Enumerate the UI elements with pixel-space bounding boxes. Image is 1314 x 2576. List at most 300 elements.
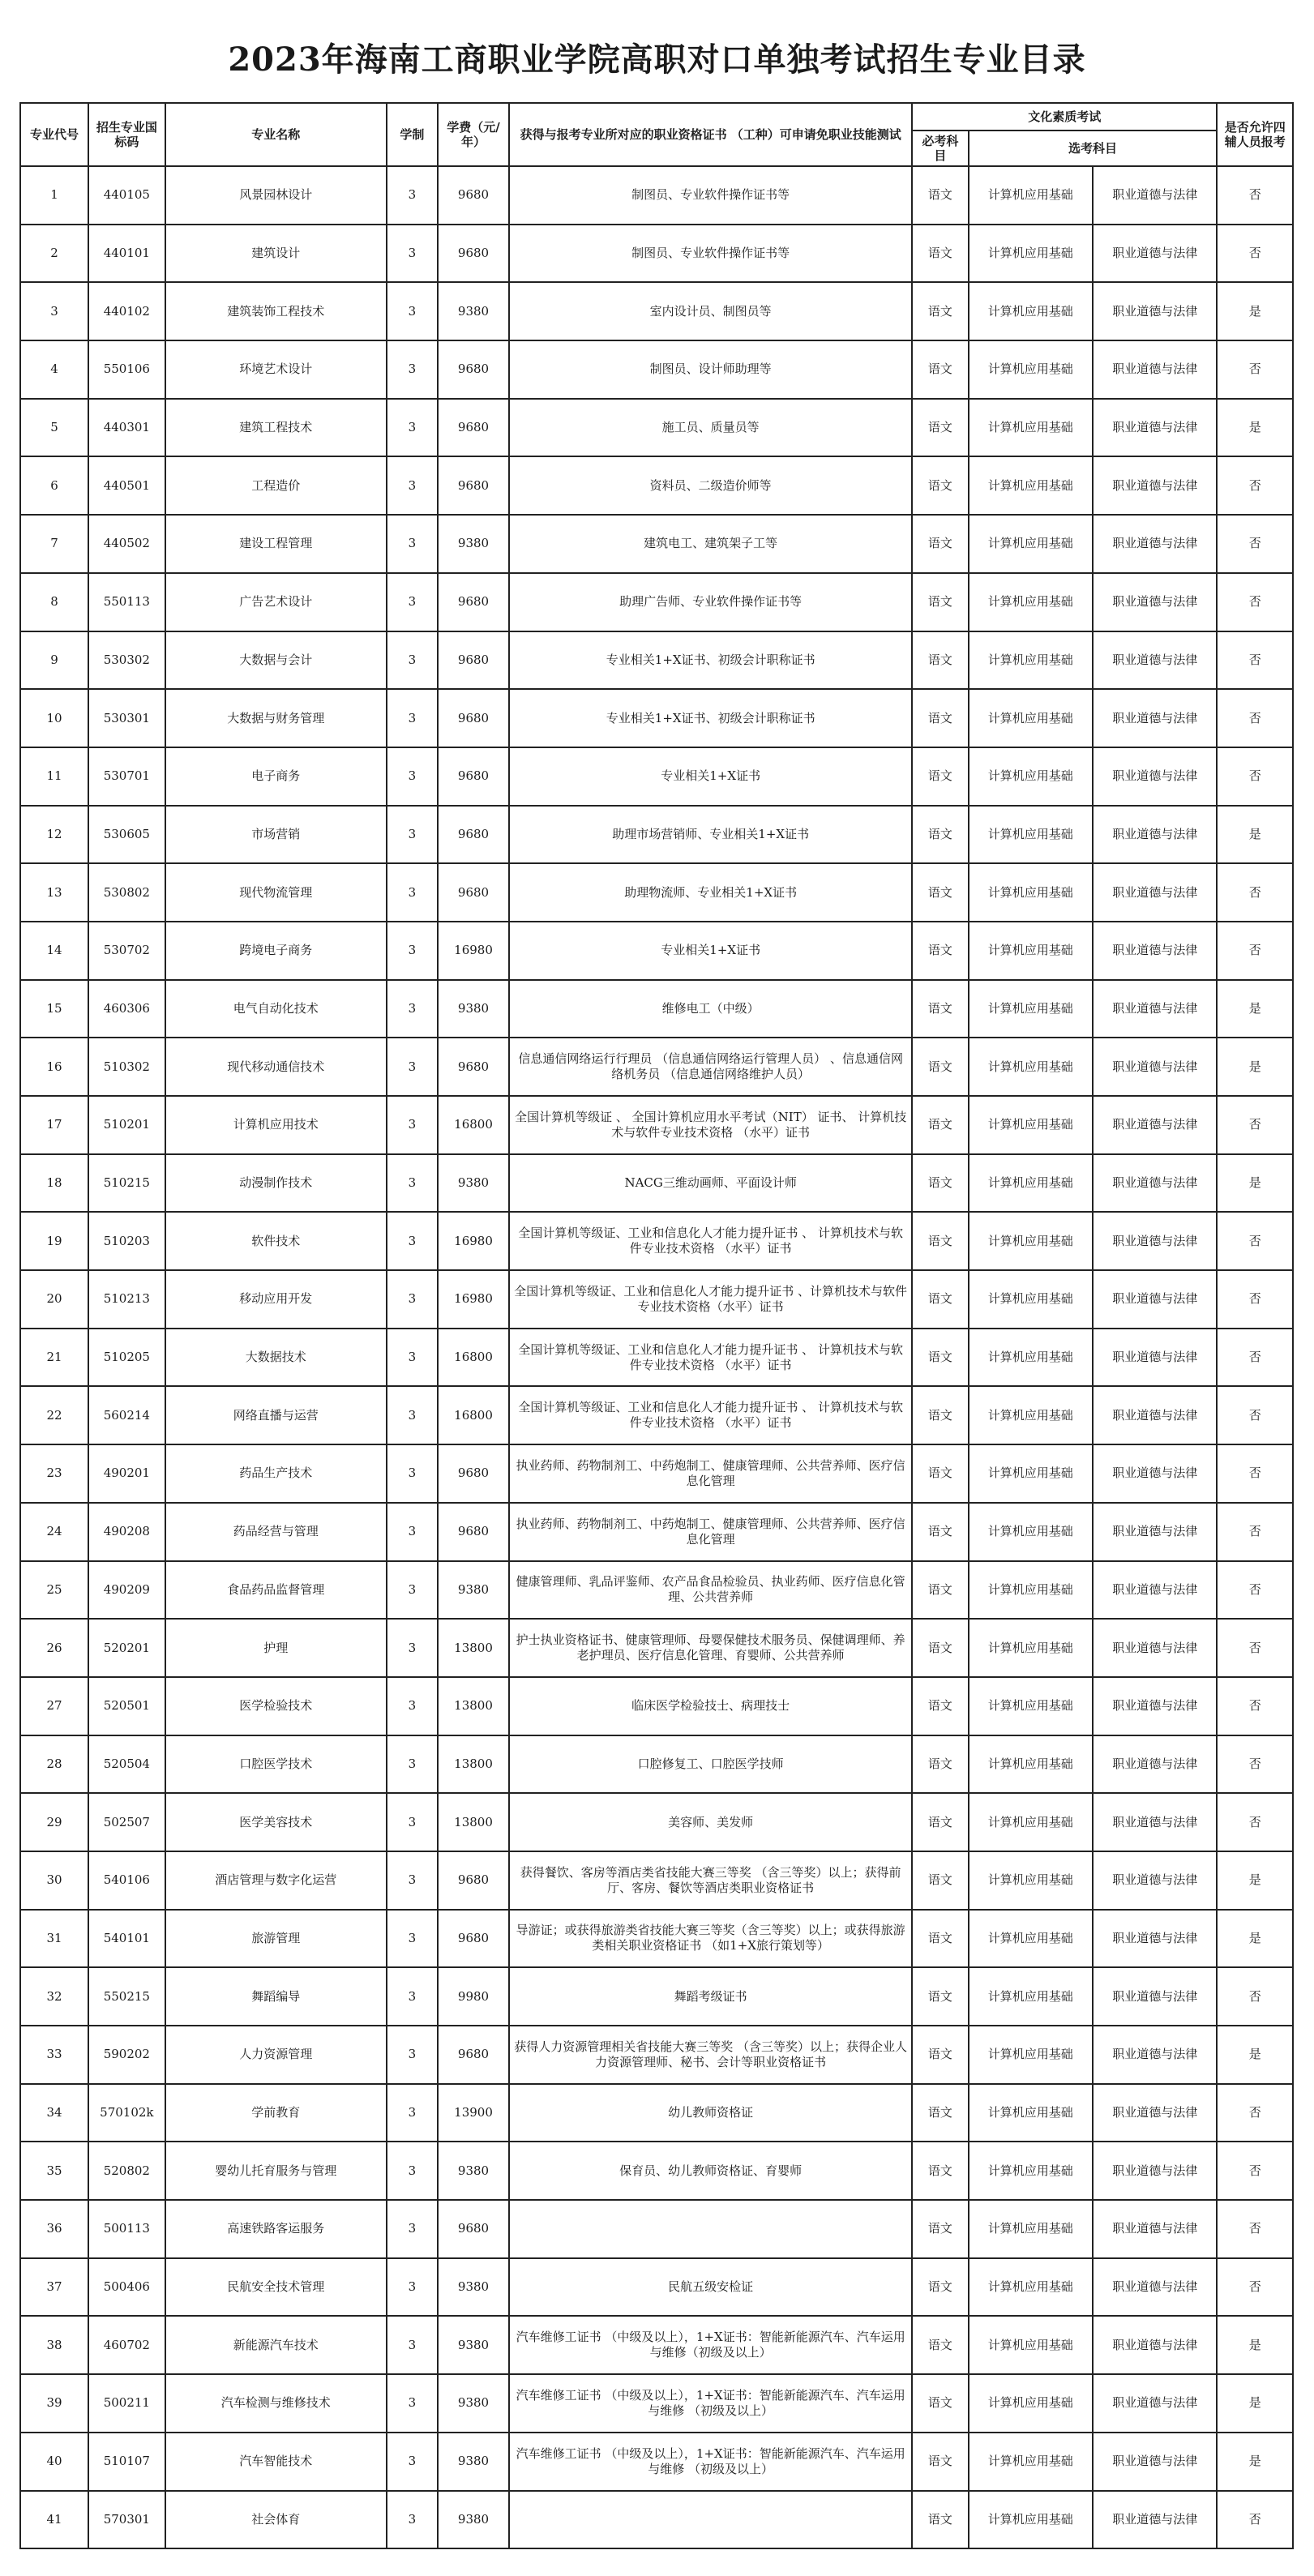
cell-row-number: 29	[20, 1793, 88, 1851]
cell-elective-1: 计算机应用基础	[969, 1154, 1093, 1213]
cell-elective-1: 计算机应用基础	[969, 2316, 1093, 2374]
table-row	[20, 456, 1293, 515]
cell-elective-2: 职业道德与法律	[1093, 1561, 1217, 1620]
cell-major-name: 电子商务	[165, 747, 387, 806]
cell-allow: 否	[1217, 631, 1293, 690]
page-title: 2023年海南工商职业学院高职对口单独考试招生专业目录	[228, 41, 1086, 79]
table-row	[20, 2316, 1293, 2374]
cell-cert: 舞蹈考级证书	[509, 1967, 912, 2026]
cell-cert: 全国计算机等级证 、 全国计算机应用水平考试（NIT） 证书、 计算机技术与软件专业技术资格 （水平）证书	[509, 1096, 912, 1154]
cell-major-name: 汽车检测与维修技术	[165, 2374, 387, 2433]
cell-fee: 9680	[438, 399, 509, 457]
cell-elective-1: 计算机应用基础	[969, 1561, 1093, 1620]
cell-cert: 室内设计员、制图员等	[509, 282, 912, 340]
cell-row-number: 7	[20, 515, 88, 573]
cell-elective-2: 职业道德与法律	[1093, 1735, 1217, 1794]
table-row	[20, 980, 1293, 1038]
cell-major-name: 新能源汽车技术	[165, 2316, 387, 2374]
cell-elective-1: 计算机应用基础	[969, 515, 1093, 573]
table-row	[20, 1619, 1293, 1677]
cell-years: 3	[387, 456, 438, 515]
table-row	[20, 1851, 1293, 1910]
cell-cert	[509, 2200, 912, 2258]
cell-row-number: 11	[20, 747, 88, 806]
cell-std-code: 460306	[88, 980, 165, 1038]
cell-fee: 9680	[438, 1851, 509, 1910]
table-row	[20, 2491, 1293, 2549]
cell-cert: 制图员、设计师助理等	[509, 340, 912, 399]
cell-required-subject: 语文	[912, 1329, 968, 1387]
cell-years: 3	[387, 1735, 438, 1794]
cell-fee: 9380	[438, 980, 509, 1038]
cell-elective-1: 计算机应用基础	[969, 980, 1093, 1038]
cell-elective-1: 计算机应用基础	[969, 1619, 1093, 1677]
cell-major-name: 婴幼儿托育服务与管理	[165, 2142, 387, 2200]
cell-std-code: 530302	[88, 631, 165, 690]
header-cert: 获得与报考专业所对应的职业资格证书 （工种）可申请免职业技能测试	[509, 103, 912, 166]
cell-elective-2: 职业道德与法律	[1093, 2258, 1217, 2317]
header-row-1	[20, 103, 1293, 131]
cell-cert: 专业相关1+X证书	[509, 922, 912, 980]
cell-std-code: 500113	[88, 2200, 165, 2258]
cell-major-name: 学前教育	[165, 2084, 387, 2142]
cell-major-name: 高速铁路客运服务	[165, 2200, 387, 2258]
cell-years: 3	[387, 225, 438, 283]
cell-required-subject: 语文	[912, 1503, 968, 1561]
table-row	[20, 166, 1293, 225]
cell-elective-1: 计算机应用基础	[969, 456, 1093, 515]
cell-cert: 建筑电工、建筑架子工等	[509, 515, 912, 573]
cell-fee: 9680	[438, 631, 509, 690]
cell-fee: 16800	[438, 1329, 509, 1387]
cell-years: 3	[387, 689, 438, 747]
cell-std-code: 530301	[88, 689, 165, 747]
cell-major-name: 舞蹈编导	[165, 1967, 387, 2026]
cell-required-subject: 语文	[912, 2258, 968, 2317]
cell-major-name: 大数据与会计	[165, 631, 387, 690]
cell-elective-1: 计算机应用基础	[969, 863, 1093, 922]
cell-std-code: 510215	[88, 1154, 165, 1213]
cell-allow: 否	[1217, 1096, 1293, 1154]
cell-elective-1: 计算机应用基础	[969, 2142, 1093, 2200]
cell-allow: 是	[1217, 1851, 1293, 1910]
cell-elective-2: 职业道德与法律	[1093, 2142, 1217, 2200]
cell-cert: 专业相关1+X证书、初级会计职称证书	[509, 689, 912, 747]
cell-elective-2: 职业道德与法律	[1093, 2026, 1217, 2084]
cell-required-subject: 语文	[912, 980, 968, 1038]
cell-allow: 否	[1217, 2142, 1293, 2200]
cell-major-name: 医学检验技术	[165, 1677, 387, 1735]
cell-cert: 执业药师、药物制剂工、中药炮制工、健康管理师、公共营养师、医疗信息化管理	[509, 1503, 912, 1561]
table-row	[20, 1910, 1293, 1968]
table-row	[20, 399, 1293, 457]
cell-elective-1: 计算机应用基础	[969, 2491, 1093, 2549]
cell-allow: 否	[1217, 2491, 1293, 2549]
cell-years: 3	[387, 1386, 438, 1444]
cell-elective-2: 职业道德与法律	[1093, 515, 1217, 573]
table-row	[20, 340, 1293, 399]
cell-row-number: 8	[20, 573, 88, 631]
cell-std-code: 520504	[88, 1735, 165, 1794]
cell-major-name: 大数据技术	[165, 1329, 387, 1387]
table-row	[20, 1212, 1293, 1270]
cell-cert	[509, 2491, 912, 2549]
cell-std-code: 502507	[88, 1793, 165, 1851]
cell-required-subject: 语文	[912, 1793, 968, 1851]
cell-elective-2: 职业道德与法律	[1093, 1329, 1217, 1387]
cell-elective-2: 职业道德与法律	[1093, 922, 1217, 980]
cell-elective-2: 职业道德与法律	[1093, 456, 1217, 515]
cell-allow: 否	[1217, 1386, 1293, 1444]
cell-elective-1: 计算机应用基础	[969, 2084, 1093, 2142]
cell-elective-1: 计算机应用基础	[969, 166, 1093, 225]
cell-fee: 13900	[438, 2084, 509, 2142]
cell-cert: 全国计算机等级证、工业和信息化人才能力提升证书 、计算机技术与软件专业技术资格（水平）证书	[509, 1270, 912, 1329]
cell-required-subject: 语文	[912, 747, 968, 806]
cell-row-number: 19	[20, 1212, 88, 1270]
cell-allow: 否	[1217, 1444, 1293, 1503]
cell-std-code: 510205	[88, 1329, 165, 1387]
cell-cert: 制图员、专业软件操作证书等	[509, 166, 912, 225]
cell-row-number: 1	[20, 166, 88, 225]
cell-elective-2: 职业道德与法律	[1093, 1619, 1217, 1677]
header-years: 学制	[387, 103, 438, 166]
cell-years: 3	[387, 573, 438, 631]
cell-major-name: 网络直播与运营	[165, 1386, 387, 1444]
table-row	[20, 1793, 1293, 1851]
cell-elective-1: 计算机应用基础	[969, 1793, 1093, 1851]
cell-allow: 否	[1217, 456, 1293, 515]
cell-std-code: 540106	[88, 1851, 165, 1910]
cell-allow: 否	[1217, 2200, 1293, 2258]
majors-table	[19, 102, 1294, 2549]
table-row	[20, 2084, 1293, 2142]
table-row	[20, 747, 1293, 806]
cell-cert: 导游证；或获得旅游类省技能大赛三等奖（含三等奖）以上；或获得旅游类相关职业资格证书 （如1+X旅行策划等）	[509, 1910, 912, 1968]
cell-cert: 健康管理师、乳品评鉴师、农产品食品检验员、执业药师、医疗信息化管理、公共营养师	[509, 1561, 912, 1620]
cell-elective-2: 职业道德与法律	[1093, 2491, 1217, 2549]
table-row	[20, 2142, 1293, 2200]
cell-elective-2: 职业道德与法律	[1093, 1793, 1217, 1851]
cell-major-name: 口腔医学技术	[165, 1735, 387, 1794]
cell-elective-1: 计算机应用基础	[969, 1096, 1093, 1154]
cell-row-number: 25	[20, 1561, 88, 1620]
cell-elective-1: 计算机应用基础	[969, 340, 1093, 399]
cell-std-code: 440502	[88, 515, 165, 573]
cell-row-number: 37	[20, 2258, 88, 2317]
cell-elective-2: 职业道德与法律	[1093, 806, 1217, 864]
cell-required-subject: 语文	[912, 166, 968, 225]
cell-row-number: 34	[20, 2084, 88, 2142]
cell-elective-1: 计算机应用基础	[969, 2258, 1093, 2317]
cell-elective-2: 职业道德与法律	[1093, 1038, 1217, 1096]
cell-std-code: 530802	[88, 863, 165, 922]
cell-elective-2: 职业道德与法律	[1093, 1677, 1217, 1735]
cell-years: 3	[387, 1967, 438, 2026]
cell-allow: 否	[1217, 2258, 1293, 2317]
cell-years: 3	[387, 515, 438, 573]
cell-fee: 16800	[438, 1386, 509, 1444]
cell-fee: 9680	[438, 863, 509, 922]
cell-years: 3	[387, 166, 438, 225]
cell-fee: 9380	[438, 2258, 509, 2317]
cell-std-code: 490201	[88, 1444, 165, 1503]
cell-required-subject: 语文	[912, 456, 968, 515]
cell-major-name: 药品经营与管理	[165, 1503, 387, 1561]
cell-std-code: 460702	[88, 2316, 165, 2374]
cell-elective-1: 计算机应用基础	[969, 1735, 1093, 1794]
cell-years: 3	[387, 1038, 438, 1096]
cell-std-code: 530702	[88, 922, 165, 980]
table-row	[20, 1154, 1293, 1213]
cell-row-number: 15	[20, 980, 88, 1038]
cell-fee: 9680	[438, 2200, 509, 2258]
cell-elective-2: 职业道德与法律	[1093, 863, 1217, 922]
cell-allow: 否	[1217, 1503, 1293, 1561]
cell-fee: 13800	[438, 1619, 509, 1677]
cell-elective-2: 职业道德与法律	[1093, 1503, 1217, 1561]
cell-fee: 9680	[438, 2026, 509, 2084]
cell-cert: 民航五级安检证	[509, 2258, 912, 2317]
table-row	[20, 806, 1293, 864]
cell-fee: 9680	[438, 1503, 509, 1561]
cell-major-name: 护理	[165, 1619, 387, 1677]
cell-elective-2: 职业道德与法律	[1093, 166, 1217, 225]
cell-years: 3	[387, 1619, 438, 1677]
cell-major-name: 风景园林设计	[165, 166, 387, 225]
cell-row-number: 10	[20, 689, 88, 747]
cell-cert: 制图员、专业软件操作证书等	[509, 225, 912, 283]
cell-elective-2: 职业道德与法律	[1093, 1096, 1217, 1154]
cell-major-name: 建筑工程技术	[165, 399, 387, 457]
cell-cert: 助理市场营销师、专业相关1+X证书	[509, 806, 912, 864]
table-row	[20, 689, 1293, 747]
cell-elective-2: 职业道德与法律	[1093, 1270, 1217, 1329]
cell-cert: 汽车维修工证书 （中级及以上），1+X证书：智能新能源汽车、汽车运用与维修（初级及以上）	[509, 2316, 912, 2374]
cell-cert: 施工员、质量员等	[509, 399, 912, 457]
cell-row-number: 40	[20, 2433, 88, 2491]
cell-years: 3	[387, 980, 438, 1038]
cell-cert: 获得餐饮、客房等酒店类省技能大赛三等奖 （含三等奖）以上；获得前厅、客房、餐饮等酒店类职业资格证书	[509, 1851, 912, 1910]
cell-years: 3	[387, 1793, 438, 1851]
cell-elective-1: 计算机应用基础	[969, 1038, 1093, 1096]
table-row	[20, 2200, 1293, 2258]
cell-allow: 否	[1217, 1619, 1293, 1677]
cell-row-number: 39	[20, 2374, 88, 2433]
cell-fee: 9380	[438, 2491, 509, 2549]
cell-cert: 资料员、二级造价师等	[509, 456, 912, 515]
cell-std-code: 500211	[88, 2374, 165, 2433]
cell-fee: 16980	[438, 1270, 509, 1329]
table-row	[20, 2433, 1293, 2491]
cell-std-code: 560214	[88, 1386, 165, 1444]
cell-elective-2: 职业道德与法律	[1093, 399, 1217, 457]
cell-required-subject: 语文	[912, 1038, 968, 1096]
cell-elective-1: 计算机应用基础	[969, 1212, 1093, 1270]
cell-cert: 获得人力资源管理相关省技能大赛三等奖 （含三等奖）以上；获得企业人力资源管理师、秘书、会计等职业资格证书	[509, 2026, 912, 2084]
cell-cert: 全国计算机等级证、工业和信息化人才能力提升证书 、 计算机技术与软件专业技术资格 （水平）证书	[509, 1386, 912, 1444]
header-elective: 选考科目	[969, 131, 1218, 166]
table-row	[20, 1038, 1293, 1096]
cell-allow: 否	[1217, 1677, 1293, 1735]
cell-elective-2: 职业道德与法律	[1093, 2316, 1217, 2374]
cell-years: 3	[387, 1561, 438, 1620]
cell-row-number: 26	[20, 1619, 88, 1677]
table-row	[20, 1561, 1293, 1620]
cell-years: 3	[387, 806, 438, 864]
cell-row-number: 14	[20, 922, 88, 980]
table-row	[20, 1677, 1293, 1735]
cell-elective-2: 职业道德与法律	[1093, 1967, 1217, 2026]
cell-std-code: 540101	[88, 1910, 165, 1968]
cell-required-subject: 语文	[912, 2026, 968, 2084]
table-row	[20, 1967, 1293, 2026]
cell-fee: 13800	[438, 1793, 509, 1851]
table-row	[20, 2026, 1293, 2084]
cell-required-subject: 语文	[912, 1154, 968, 1213]
cell-elective-2: 职业道德与法律	[1093, 747, 1217, 806]
cell-elective-1: 计算机应用基础	[969, 1910, 1093, 1968]
cell-row-number: 3	[20, 282, 88, 340]
cell-required-subject: 语文	[912, 1619, 968, 1677]
cell-allow: 否	[1217, 166, 1293, 225]
header-culture: 文化素质考试	[912, 103, 1217, 131]
cell-allow: 是	[1217, 2374, 1293, 2433]
cell-row-number: 5	[20, 399, 88, 457]
cell-required-subject: 语文	[912, 282, 968, 340]
cell-row-number: 12	[20, 806, 88, 864]
cell-elective-1: 计算机应用基础	[969, 2433, 1093, 2491]
cell-required-subject: 语文	[912, 2433, 968, 2491]
cell-major-name: 跨境电子商务	[165, 922, 387, 980]
cell-required-subject: 语文	[912, 225, 968, 283]
cell-elective-1: 计算机应用基础	[969, 225, 1093, 283]
cell-elective-2: 职业道德与法律	[1093, 1444, 1217, 1503]
cell-major-name: 市场营销	[165, 806, 387, 864]
cell-cert: 幼儿教师资格证	[509, 2084, 912, 2142]
cell-required-subject: 语文	[912, 1967, 968, 2026]
cell-elective-1: 计算机应用基础	[969, 1329, 1093, 1387]
cell-allow: 是	[1217, 1910, 1293, 1968]
cell-std-code: 590202	[88, 2026, 165, 2084]
cell-row-number: 35	[20, 2142, 88, 2200]
cell-elective-2: 职业道德与法律	[1093, 1154, 1217, 1213]
cell-row-number: 30	[20, 1851, 88, 1910]
cell-fee: 9380	[438, 282, 509, 340]
table-row	[20, 1096, 1293, 1154]
cell-years: 3	[387, 1851, 438, 1910]
cell-years: 3	[387, 631, 438, 690]
cell-allow: 否	[1217, 863, 1293, 922]
cell-major-name: 计算机应用技术	[165, 1096, 387, 1154]
cell-elective-1: 计算机应用基础	[969, 1270, 1093, 1329]
cell-allow: 否	[1217, 1793, 1293, 1851]
cell-cert: 口腔修复工、口腔医学技师	[509, 1735, 912, 1794]
cell-years: 3	[387, 2374, 438, 2433]
cell-cert: 全国计算机等级证、工业和信息化人才能力提升证书 、 计算机技术与软件专业技术资格 （水平）证书	[509, 1329, 912, 1387]
cell-std-code: 510201	[88, 1096, 165, 1154]
cell-std-code: 550215	[88, 1967, 165, 2026]
cell-fee: 13800	[438, 1735, 509, 1794]
header-fee: 学费（元/年）	[438, 103, 509, 166]
cell-cert: 专业相关1+X证书、初级会计职称证书	[509, 631, 912, 690]
cell-major-name: 汽车智能技术	[165, 2433, 387, 2491]
cell-row-number: 4	[20, 340, 88, 399]
cell-years: 3	[387, 282, 438, 340]
cell-elective-1: 计算机应用基础	[969, 806, 1093, 864]
cell-row-number: 23	[20, 1444, 88, 1503]
cell-major-name: 现代移动通信技术	[165, 1038, 387, 1096]
cell-std-code: 490209	[88, 1561, 165, 1620]
cell-elective-1: 计算机应用基础	[969, 1851, 1093, 1910]
cell-required-subject: 语文	[912, 806, 968, 864]
cell-major-name: 旅游管理	[165, 1910, 387, 1968]
cell-years: 3	[387, 1154, 438, 1213]
cell-major-name: 药品生产技术	[165, 1444, 387, 1503]
cell-required-subject: 语文	[912, 573, 968, 631]
cell-years: 3	[387, 863, 438, 922]
cell-std-code: 530605	[88, 806, 165, 864]
cell-required-subject: 语文	[912, 2316, 968, 2374]
cell-allow: 是	[1217, 1038, 1293, 1096]
cell-required-subject: 语文	[912, 689, 968, 747]
cell-years: 3	[387, 1677, 438, 1735]
cell-allow: 是	[1217, 399, 1293, 457]
cell-years: 3	[387, 2316, 438, 2374]
cell-cert: 维修电工（中级）	[509, 980, 912, 1038]
cell-fee: 9380	[438, 2142, 509, 2200]
cell-allow: 否	[1217, 573, 1293, 631]
header-std-code: 招生专业国标码	[88, 103, 165, 166]
cell-row-number: 13	[20, 863, 88, 922]
cell-years: 3	[387, 399, 438, 457]
cell-required-subject: 语文	[912, 863, 968, 922]
cell-allow: 否	[1217, 1212, 1293, 1270]
table-row	[20, 1386, 1293, 1444]
cell-elective-1: 计算机应用基础	[969, 631, 1093, 690]
cell-allow: 否	[1217, 1967, 1293, 2026]
cell-elective-2: 职业道德与法律	[1093, 573, 1217, 631]
cell-row-number: 24	[20, 1503, 88, 1561]
table-row	[20, 1329, 1293, 1387]
cell-cert: 助理物流师、专业相关1+X证书	[509, 863, 912, 922]
table-row	[20, 1270, 1293, 1329]
cell-fee: 9680	[438, 1038, 509, 1096]
cell-std-code: 530701	[88, 747, 165, 806]
cell-required-subject: 语文	[912, 2142, 968, 2200]
cell-std-code: 440501	[88, 456, 165, 515]
cell-allow: 否	[1217, 340, 1293, 399]
cell-cert: 专业相关1+X证书	[509, 747, 912, 806]
cell-elective-2: 职业道德与法律	[1093, 1386, 1217, 1444]
cell-fee: 9380	[438, 2316, 509, 2374]
cell-major-name: 移动应用开发	[165, 1270, 387, 1329]
cell-major-name: 建设工程管理	[165, 515, 387, 573]
cell-years: 3	[387, 2433, 438, 2491]
table-row	[20, 1444, 1293, 1503]
cell-elective-1: 计算机应用基础	[969, 2200, 1093, 2258]
cell-years: 3	[387, 1212, 438, 1270]
cell-years: 3	[387, 747, 438, 806]
cell-std-code: 520201	[88, 1619, 165, 1677]
cell-elective-2: 职业道德与法律	[1093, 2084, 1217, 2142]
cell-elective-1: 计算机应用基础	[969, 573, 1093, 631]
cell-row-number: 2	[20, 225, 88, 283]
cell-row-number: 32	[20, 1967, 88, 2026]
cell-years: 3	[387, 2491, 438, 2549]
cell-elective-1: 计算机应用基础	[969, 282, 1093, 340]
cell-elective-2: 职业道德与法律	[1093, 2374, 1217, 2433]
